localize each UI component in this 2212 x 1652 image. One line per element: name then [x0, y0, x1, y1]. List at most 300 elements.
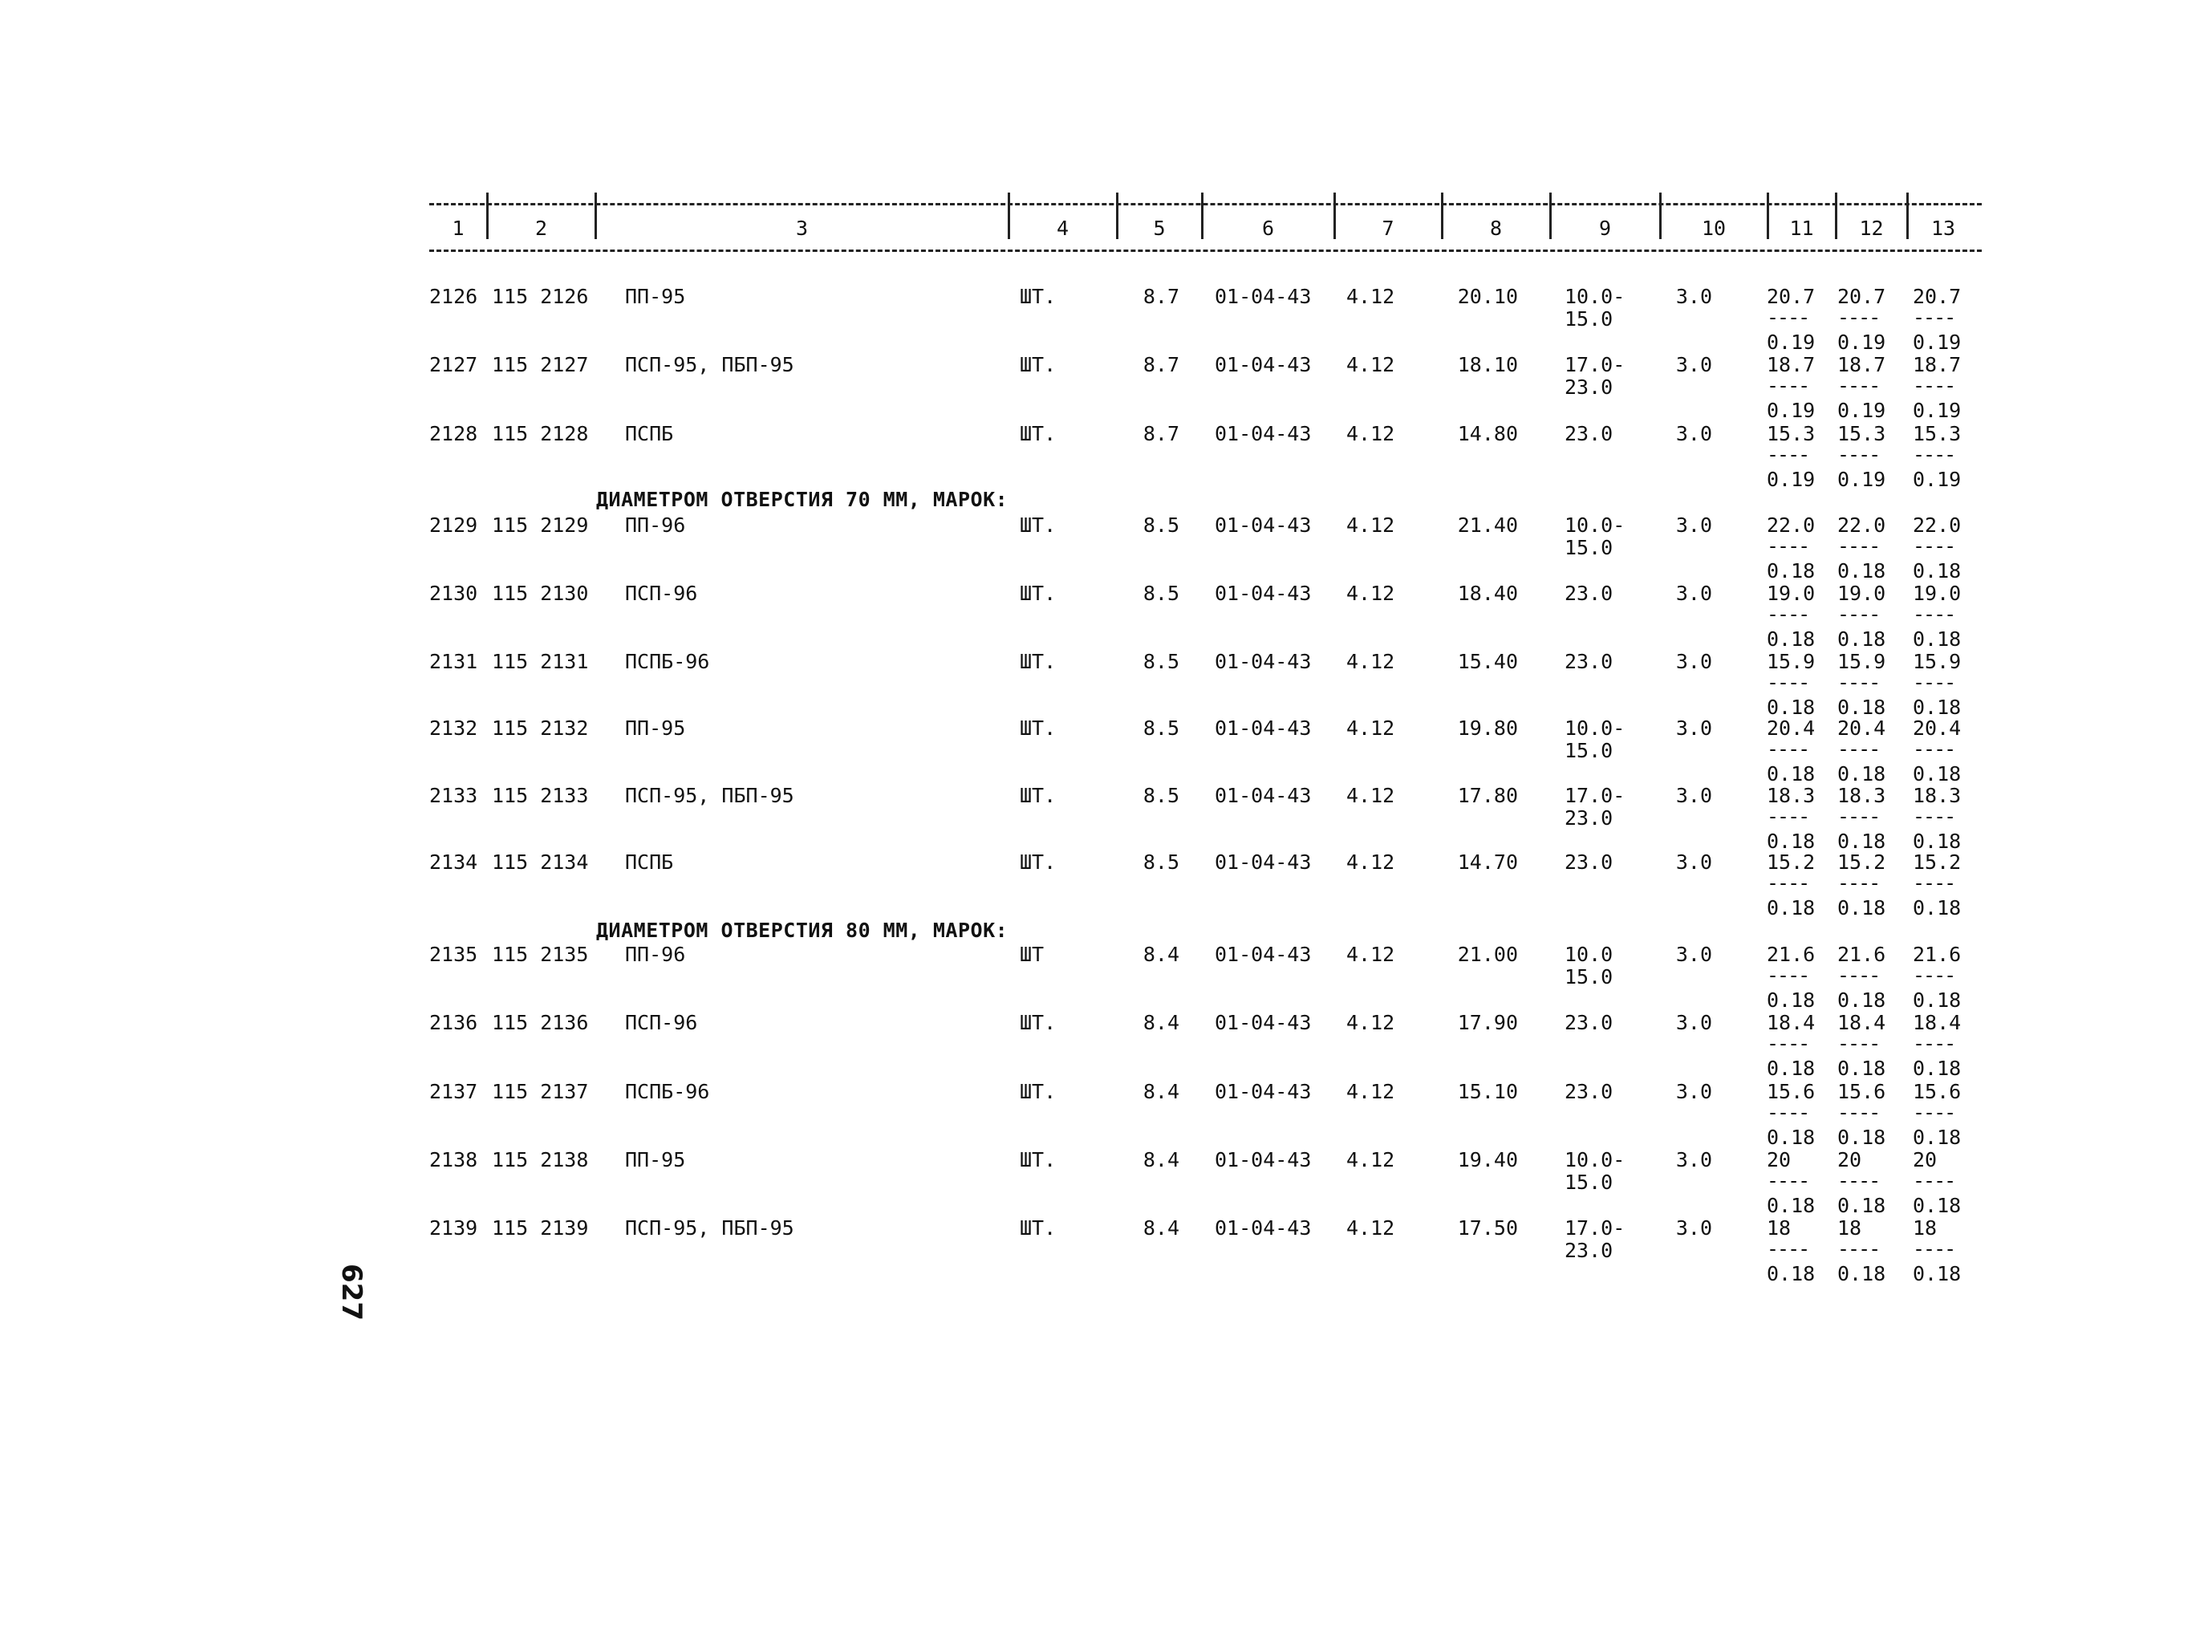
row-description: ПСП-96 [625, 582, 698, 605]
row-number: 2132 [429, 716, 478, 740]
row-number: 2129 [429, 513, 478, 537]
row-col7: 4.12 [1346, 1080, 1395, 1103]
row-code: 115 2126 [492, 285, 589, 308]
row-col6: 01-04-43 [1215, 353, 1312, 376]
row-col10: 3.0 [1675, 1011, 1712, 1034]
fraction-numerator: 15.2 [1767, 850, 1816, 874]
row-unit: ШТ. [1020, 1148, 1057, 1171]
header-separator [1659, 193, 1662, 239]
fraction-numerator: 20.7 [1767, 285, 1816, 308]
row-description: ПСПБ [625, 850, 674, 874]
row-code: 115 2131 [492, 650, 589, 673]
row-unit: ШТ. [1020, 513, 1057, 537]
fraction-line: ---- [1913, 603, 1955, 626]
row-col7: 4.12 [1346, 353, 1395, 376]
fraction-line: ---- [1837, 964, 1880, 987]
fraction-numerator: 18 [1913, 1216, 1938, 1240]
fraction-denominator: 0.18 [1767, 1057, 1816, 1080]
fraction-denominator: 0.18 [1913, 1262, 1962, 1285]
row-col9-second: 15.0 [1565, 536, 1613, 559]
fraction-numerator: 19.0 [1837, 582, 1886, 605]
row-col10: 3.0 [1675, 422, 1712, 445]
fraction-line: ---- [1837, 1032, 1880, 1055]
fraction-line: ---- [1767, 534, 1809, 558]
row-col9: 17.0- [1565, 353, 1626, 376]
row-col7: 4.12 [1346, 582, 1395, 605]
fraction-numerator: 18.3 [1767, 784, 1816, 807]
fraction-line: ---- [1767, 964, 1809, 987]
row-col9: 23.0 [1565, 1080, 1613, 1103]
fraction-denominator: 0.18 [1913, 762, 1962, 785]
column-header: 11 [1789, 217, 1814, 240]
row-col9-second: 23.0 [1565, 375, 1613, 399]
row-col9-second: 15.0 [1565, 1171, 1613, 1194]
row-col9-second: 15.0 [1565, 965, 1613, 988]
fraction-line: ---- [1767, 443, 1809, 466]
fraction-line: ---- [1913, 1101, 1955, 1124]
row-col8: 18.10 [1457, 353, 1518, 376]
fraction-line: ---- [1913, 374, 1955, 397]
fraction-numerator: 19.0 [1767, 582, 1816, 605]
fraction-line: ---- [1837, 374, 1880, 397]
row-col8: 15.40 [1457, 650, 1518, 673]
fraction-numerator: 22.0 [1767, 513, 1816, 537]
row-col5: 8.5 [1143, 716, 1179, 740]
row-col9-second: 23.0 [1565, 1239, 1613, 1262]
fraction-line: ---- [1913, 534, 1955, 558]
fraction-line: ---- [1767, 1032, 1809, 1055]
fraction-numerator: 20.4 [1913, 716, 1962, 740]
fraction-denominator: 0.18 [1767, 627, 1816, 651]
row-code: 115 2132 [492, 716, 589, 740]
row-col5: 8.5 [1143, 582, 1179, 605]
row-unit: ШТ. [1020, 650, 1057, 673]
fraction-line: ---- [1913, 737, 1955, 761]
fraction-line: ---- [1767, 374, 1809, 397]
column-header: 10 [1701, 217, 1727, 240]
fraction-numerator: 15.6 [1913, 1080, 1962, 1103]
row-col7: 4.12 [1346, 1011, 1395, 1034]
fraction-numerator: 15.9 [1837, 650, 1886, 673]
fraction-line: ---- [1767, 871, 1809, 895]
row-col9: 17.0- [1565, 784, 1626, 807]
fraction-line: ---- [1837, 871, 1880, 895]
row-col6: 01-04-43 [1215, 1080, 1312, 1103]
row-col6: 01-04-43 [1215, 582, 1312, 605]
row-col10: 3.0 [1675, 353, 1712, 376]
row-col10: 3.0 [1675, 943, 1712, 966]
fraction-line: ---- [1767, 306, 1809, 329]
row-col6: 01-04-43 [1215, 1011, 1312, 1034]
row-col9: 10.0- [1565, 513, 1626, 537]
row-number: 2134 [429, 850, 478, 874]
fraction-numerator: 21.6 [1767, 943, 1816, 966]
row-code: 115 2130 [492, 582, 589, 605]
row-col5: 8.5 [1143, 850, 1179, 874]
fraction-denominator: 0.18 [1767, 762, 1816, 785]
fraction-numerator: 19.0 [1913, 582, 1962, 605]
row-unit: ШТ [1020, 943, 1045, 966]
row-col5: 8.7 [1143, 285, 1179, 308]
row-col5: 8.5 [1143, 650, 1179, 673]
row-unit: ШТ. [1020, 850, 1057, 874]
row-unit: ШТ. [1020, 716, 1057, 740]
header-separator [1441, 193, 1443, 239]
row-col9: 10.0- [1565, 285, 1626, 308]
fraction-denominator: 0.18 [1837, 1057, 1886, 1080]
fraction-numerator: 18 [1837, 1216, 1862, 1240]
row-unit: ШТ. [1020, 353, 1057, 376]
row-col9: 23.0 [1565, 1011, 1613, 1034]
fraction-line: ---- [1913, 306, 1955, 329]
row-col6: 01-04-43 [1215, 650, 1312, 673]
fraction-line: ---- [1913, 1169, 1955, 1192]
fraction-numerator: 20.4 [1837, 716, 1886, 740]
row-description: ПП-96 [625, 513, 686, 537]
fraction-denominator: 0.18 [1767, 1194, 1816, 1217]
column-header: 9 [1598, 217, 1612, 240]
row-col7: 4.12 [1346, 422, 1395, 445]
fraction-numerator: 21.6 [1837, 943, 1886, 966]
fraction-numerator: 20.7 [1913, 285, 1962, 308]
fraction-line: ---- [1837, 306, 1880, 329]
row-col6: 01-04-43 [1215, 716, 1312, 740]
row-col9-second: 15.0 [1565, 307, 1613, 331]
row-unit: ШТ. [1020, 784, 1057, 807]
fraction-denominator: 0.18 [1913, 896, 1962, 919]
row-col9-second: 23.0 [1565, 806, 1613, 830]
section-title: ДИАМЕТРОМ ОТВЕРСТИЯ 80 ММ, МАРОК: [596, 919, 1009, 942]
row-number: 2139 [429, 1216, 478, 1240]
fraction-line: ---- [1767, 603, 1809, 626]
column-header: 5 [1153, 217, 1166, 240]
fraction-denominator: 0.18 [1767, 1126, 1816, 1149]
row-col10: 3.0 [1675, 716, 1712, 740]
fraction-numerator: 18.4 [1767, 1011, 1816, 1034]
fraction-denominator: 0.19 [1913, 399, 1962, 422]
row-unit: ШТ. [1020, 285, 1057, 308]
row-col6: 01-04-43 [1215, 1148, 1312, 1171]
row-description: ПСПБ [625, 422, 674, 445]
fraction-numerator: 20 [1913, 1148, 1938, 1171]
fraction-numerator: 18.4 [1837, 1011, 1886, 1034]
fraction-denominator: 0.18 [1767, 559, 1816, 582]
row-col9: 23.0 [1565, 422, 1613, 445]
row-number: 2126 [429, 285, 478, 308]
row-col5: 8.7 [1143, 353, 1179, 376]
fraction-numerator: 20 [1837, 1148, 1862, 1171]
row-unit: ШТ. [1020, 422, 1057, 445]
fraction-numerator: 15.2 [1913, 850, 1962, 874]
fraction-denominator: 0.18 [1837, 696, 1886, 719]
fraction-line: ---- [1837, 671, 1880, 694]
fraction-denominator: 0.18 [1837, 830, 1886, 853]
fraction-line: ---- [1767, 1169, 1809, 1192]
fraction-denominator: 0.18 [1837, 896, 1886, 919]
fraction-numerator: 18.3 [1837, 784, 1886, 807]
fraction-numerator: 18.3 [1913, 784, 1962, 807]
row-col10: 3.0 [1675, 1148, 1712, 1171]
row-col5: 8.4 [1143, 1080, 1179, 1103]
fraction-denominator: 0.18 [1837, 762, 1886, 785]
column-header: 4 [1056, 217, 1069, 240]
row-code: 115 2134 [492, 850, 589, 874]
row-description: ПП-95 [625, 285, 686, 308]
fraction-denominator: 0.18 [1767, 696, 1816, 719]
row-col7: 4.12 [1346, 850, 1395, 874]
fraction-denominator: 0.18 [1767, 988, 1816, 1012]
row-number: 2133 [429, 784, 478, 807]
header-separator [1116, 193, 1118, 239]
row-col10: 3.0 [1675, 650, 1712, 673]
fraction-denominator: 0.19 [1837, 331, 1886, 354]
row-code: 115 2138 [492, 1148, 589, 1171]
row-number: 2138 [429, 1148, 478, 1171]
row-col8: 14.70 [1457, 850, 1518, 874]
header-separator [486, 193, 489, 239]
fraction-line: ---- [1837, 534, 1880, 558]
row-col7: 4.12 [1346, 943, 1395, 966]
fraction-line: ---- [1837, 1101, 1880, 1124]
row-col10: 3.0 [1675, 850, 1712, 874]
fraction-denominator: 0.18 [1837, 1262, 1886, 1285]
row-code: 115 2135 [492, 943, 589, 966]
fraction-numerator: 20.7 [1837, 285, 1886, 308]
fraction-line: ---- [1913, 671, 1955, 694]
row-col9: 23.0 [1565, 650, 1613, 673]
fraction-line: ---- [1913, 443, 1955, 466]
row-col8: 19.40 [1457, 1148, 1518, 1171]
fraction-numerator: 22.0 [1837, 513, 1886, 537]
fraction-denominator: 0.18 [1913, 559, 1962, 582]
fraction-denominator: 0.18 [1913, 830, 1962, 853]
fraction-denominator: 0.19 [1837, 468, 1886, 491]
fraction-line: ---- [1767, 1101, 1809, 1124]
fraction-denominator: 0.19 [1767, 468, 1816, 491]
row-col9: 23.0 [1565, 582, 1613, 605]
row-unit: ШТ. [1020, 1080, 1057, 1103]
row-col8: 20.10 [1457, 285, 1518, 308]
fraction-line: ---- [1767, 1237, 1809, 1260]
row-col9: 10.0- [1565, 1148, 1626, 1171]
row-col6: 01-04-43 [1215, 285, 1312, 308]
fraction-line: ---- [1837, 1237, 1880, 1260]
row-col7: 4.12 [1346, 716, 1395, 740]
fraction-line: ---- [1837, 737, 1880, 761]
fraction-numerator: 18.7 [1767, 353, 1816, 376]
fraction-line: ---- [1913, 1032, 1955, 1055]
row-description: ПП-96 [625, 943, 686, 966]
row-col8: 18.40 [1457, 582, 1518, 605]
row-description: ПП-95 [625, 716, 686, 740]
fraction-denominator: 0.19 [1767, 399, 1816, 422]
row-col6: 01-04-43 [1215, 850, 1312, 874]
row-col8: 15.10 [1457, 1080, 1518, 1103]
row-col5: 8.4 [1143, 1011, 1179, 1034]
column-header: 8 [1489, 217, 1503, 240]
row-description: ПСПБ-96 [625, 650, 710, 673]
fraction-denominator: 0.18 [1767, 1262, 1816, 1285]
fraction-denominator: 0.18 [1837, 988, 1886, 1012]
fraction-line: ---- [1913, 871, 1955, 895]
row-col7: 4.12 [1346, 285, 1395, 308]
row-description: ПСП-95, ПБП-95 [625, 353, 794, 376]
row-code: 115 2133 [492, 784, 589, 807]
fraction-numerator: 20 [1767, 1148, 1792, 1171]
fraction-numerator: 15.6 [1767, 1080, 1816, 1103]
page-number: 627 [335, 1264, 367, 1321]
row-col7: 4.12 [1346, 1148, 1395, 1171]
column-header: 1 [452, 217, 465, 240]
fraction-numerator: 15.6 [1837, 1080, 1886, 1103]
row-col8: 21.00 [1457, 943, 1518, 966]
row-number: 2128 [429, 422, 478, 445]
row-unit: ШТ. [1020, 1216, 1057, 1240]
row-col10: 3.0 [1675, 784, 1712, 807]
row-code: 115 2139 [492, 1216, 589, 1240]
row-number: 2136 [429, 1011, 478, 1034]
fraction-denominator: 0.18 [1767, 830, 1816, 853]
row-unit: ШТ. [1020, 582, 1057, 605]
row-col7: 4.12 [1346, 513, 1395, 537]
row-col9-second: 15.0 [1565, 739, 1613, 762]
row-col9: 23.0 [1565, 850, 1613, 874]
row-description: ПСПБ-96 [625, 1080, 710, 1103]
fraction-line: ---- [1837, 1169, 1880, 1192]
fraction-numerator: 15.3 [1767, 422, 1816, 445]
row-col8: 17.80 [1457, 784, 1518, 807]
fraction-line: ---- [1837, 603, 1880, 626]
row-col10: 3.0 [1675, 582, 1712, 605]
fraction-line: ---- [1767, 671, 1809, 694]
fraction-numerator: 15.9 [1913, 650, 1962, 673]
row-col9: 10.0 [1565, 943, 1613, 966]
header-separator [1008, 193, 1010, 239]
fraction-denominator: 0.18 [1913, 1194, 1962, 1217]
fraction-line: ---- [1913, 964, 1955, 987]
column-header: 12 [1859, 217, 1884, 240]
fraction-denominator: 0.18 [1837, 1126, 1886, 1149]
row-col10: 3.0 [1675, 1216, 1712, 1240]
row-unit: ШТ. [1020, 1011, 1057, 1034]
row-description: ПП-95 [625, 1148, 686, 1171]
row-col8: 19.80 [1457, 716, 1518, 740]
fraction-denominator: 0.19 [1837, 399, 1886, 422]
row-col6: 01-04-43 [1215, 513, 1312, 537]
fraction-line: ---- [1913, 805, 1955, 828]
row-col6: 01-04-43 [1215, 1216, 1312, 1240]
row-description: ПСП-96 [625, 1011, 698, 1034]
row-col5: 8.5 [1143, 784, 1179, 807]
row-number: 2135 [429, 943, 478, 966]
header-top-rule [429, 203, 1982, 205]
fraction-numerator: 18.7 [1837, 353, 1886, 376]
row-number: 2137 [429, 1080, 478, 1103]
section-title: ДИАМЕТРОМ ОТВЕРСТИЯ 70 ММ, МАРОК: [596, 488, 1009, 511]
row-number: 2127 [429, 353, 478, 376]
fraction-denominator: 0.18 [1913, 696, 1962, 719]
row-col6: 01-04-43 [1215, 784, 1312, 807]
row-col8: 14.80 [1457, 422, 1518, 445]
row-col5: 8.4 [1143, 943, 1179, 966]
header-separator [1201, 193, 1203, 239]
row-col5: 8.5 [1143, 513, 1179, 537]
row-col5: 8.7 [1143, 422, 1179, 445]
fraction-numerator: 15.2 [1837, 850, 1886, 874]
fraction-numerator: 18.7 [1913, 353, 1962, 376]
row-col5: 8.4 [1143, 1148, 1179, 1171]
row-code: 115 2136 [492, 1011, 589, 1034]
fraction-numerator: 18 [1767, 1216, 1792, 1240]
fraction-numerator: 18.4 [1913, 1011, 1962, 1034]
fraction-denominator: 0.18 [1913, 1057, 1962, 1080]
column-header: 13 [1930, 217, 1956, 240]
fraction-numerator: 15.3 [1913, 422, 1962, 445]
row-description: ПСП-95, ПБП-95 [625, 784, 794, 807]
column-header: 7 [1382, 217, 1394, 240]
row-col9: 10.0- [1565, 716, 1626, 740]
column-header: 2 [534, 217, 548, 240]
header-separator [1333, 193, 1336, 239]
row-code: 115 2127 [492, 353, 589, 376]
row-code: 115 2129 [492, 513, 589, 537]
fraction-denominator: 0.18 [1837, 1194, 1886, 1217]
row-col7: 4.12 [1346, 784, 1395, 807]
fraction-denominator: 0.19 [1913, 468, 1962, 491]
row-col8: 21.40 [1457, 513, 1518, 537]
fraction-line: ---- [1767, 737, 1809, 761]
row-number: 2130 [429, 582, 478, 605]
fraction-denominator: 0.19 [1767, 331, 1816, 354]
column-header: 3 [795, 217, 809, 240]
column-header: 6 [1261, 217, 1275, 240]
header-separator [1767, 193, 1769, 239]
fraction-line: ---- [1837, 443, 1880, 466]
row-col10: 3.0 [1675, 285, 1712, 308]
row-col8: 17.50 [1457, 1216, 1518, 1240]
row-col8: 17.90 [1457, 1011, 1518, 1034]
header-separator [1906, 193, 1909, 239]
row-col5: 8.4 [1143, 1216, 1179, 1240]
row-code: 115 2128 [492, 422, 589, 445]
fraction-denominator: 0.18 [1767, 896, 1816, 919]
header-separator [595, 193, 597, 239]
fraction-denominator: 0.18 [1913, 988, 1962, 1012]
fraction-numerator: 21.6 [1913, 943, 1962, 966]
fraction-line: ---- [1913, 1237, 1955, 1260]
fraction-numerator: 15.9 [1767, 650, 1816, 673]
row-description: ПСП-95, ПБП-95 [625, 1216, 794, 1240]
row-col6: 01-04-43 [1215, 943, 1312, 966]
fraction-line: ---- [1767, 805, 1809, 828]
fraction-denominator: 0.19 [1913, 331, 1962, 354]
header-separator [1835, 193, 1837, 239]
row-col7: 4.12 [1346, 650, 1395, 673]
fraction-line: ---- [1837, 805, 1880, 828]
row-col7: 4.12 [1346, 1216, 1395, 1240]
row-col10: 3.0 [1675, 513, 1712, 537]
fraction-denominator: 0.18 [1913, 627, 1962, 651]
row-code: 115 2137 [492, 1080, 589, 1103]
fraction-denominator: 0.18 [1913, 1126, 1962, 1149]
fraction-denominator: 0.18 [1837, 559, 1886, 582]
fraction-denominator: 0.18 [1837, 627, 1886, 651]
row-col9: 17.0- [1565, 1216, 1626, 1240]
row-col10: 3.0 [1675, 1080, 1712, 1103]
fraction-numerator: 20.4 [1767, 716, 1816, 740]
header-bottom-rule [429, 250, 1982, 252]
fraction-numerator: 15.3 [1837, 422, 1886, 445]
